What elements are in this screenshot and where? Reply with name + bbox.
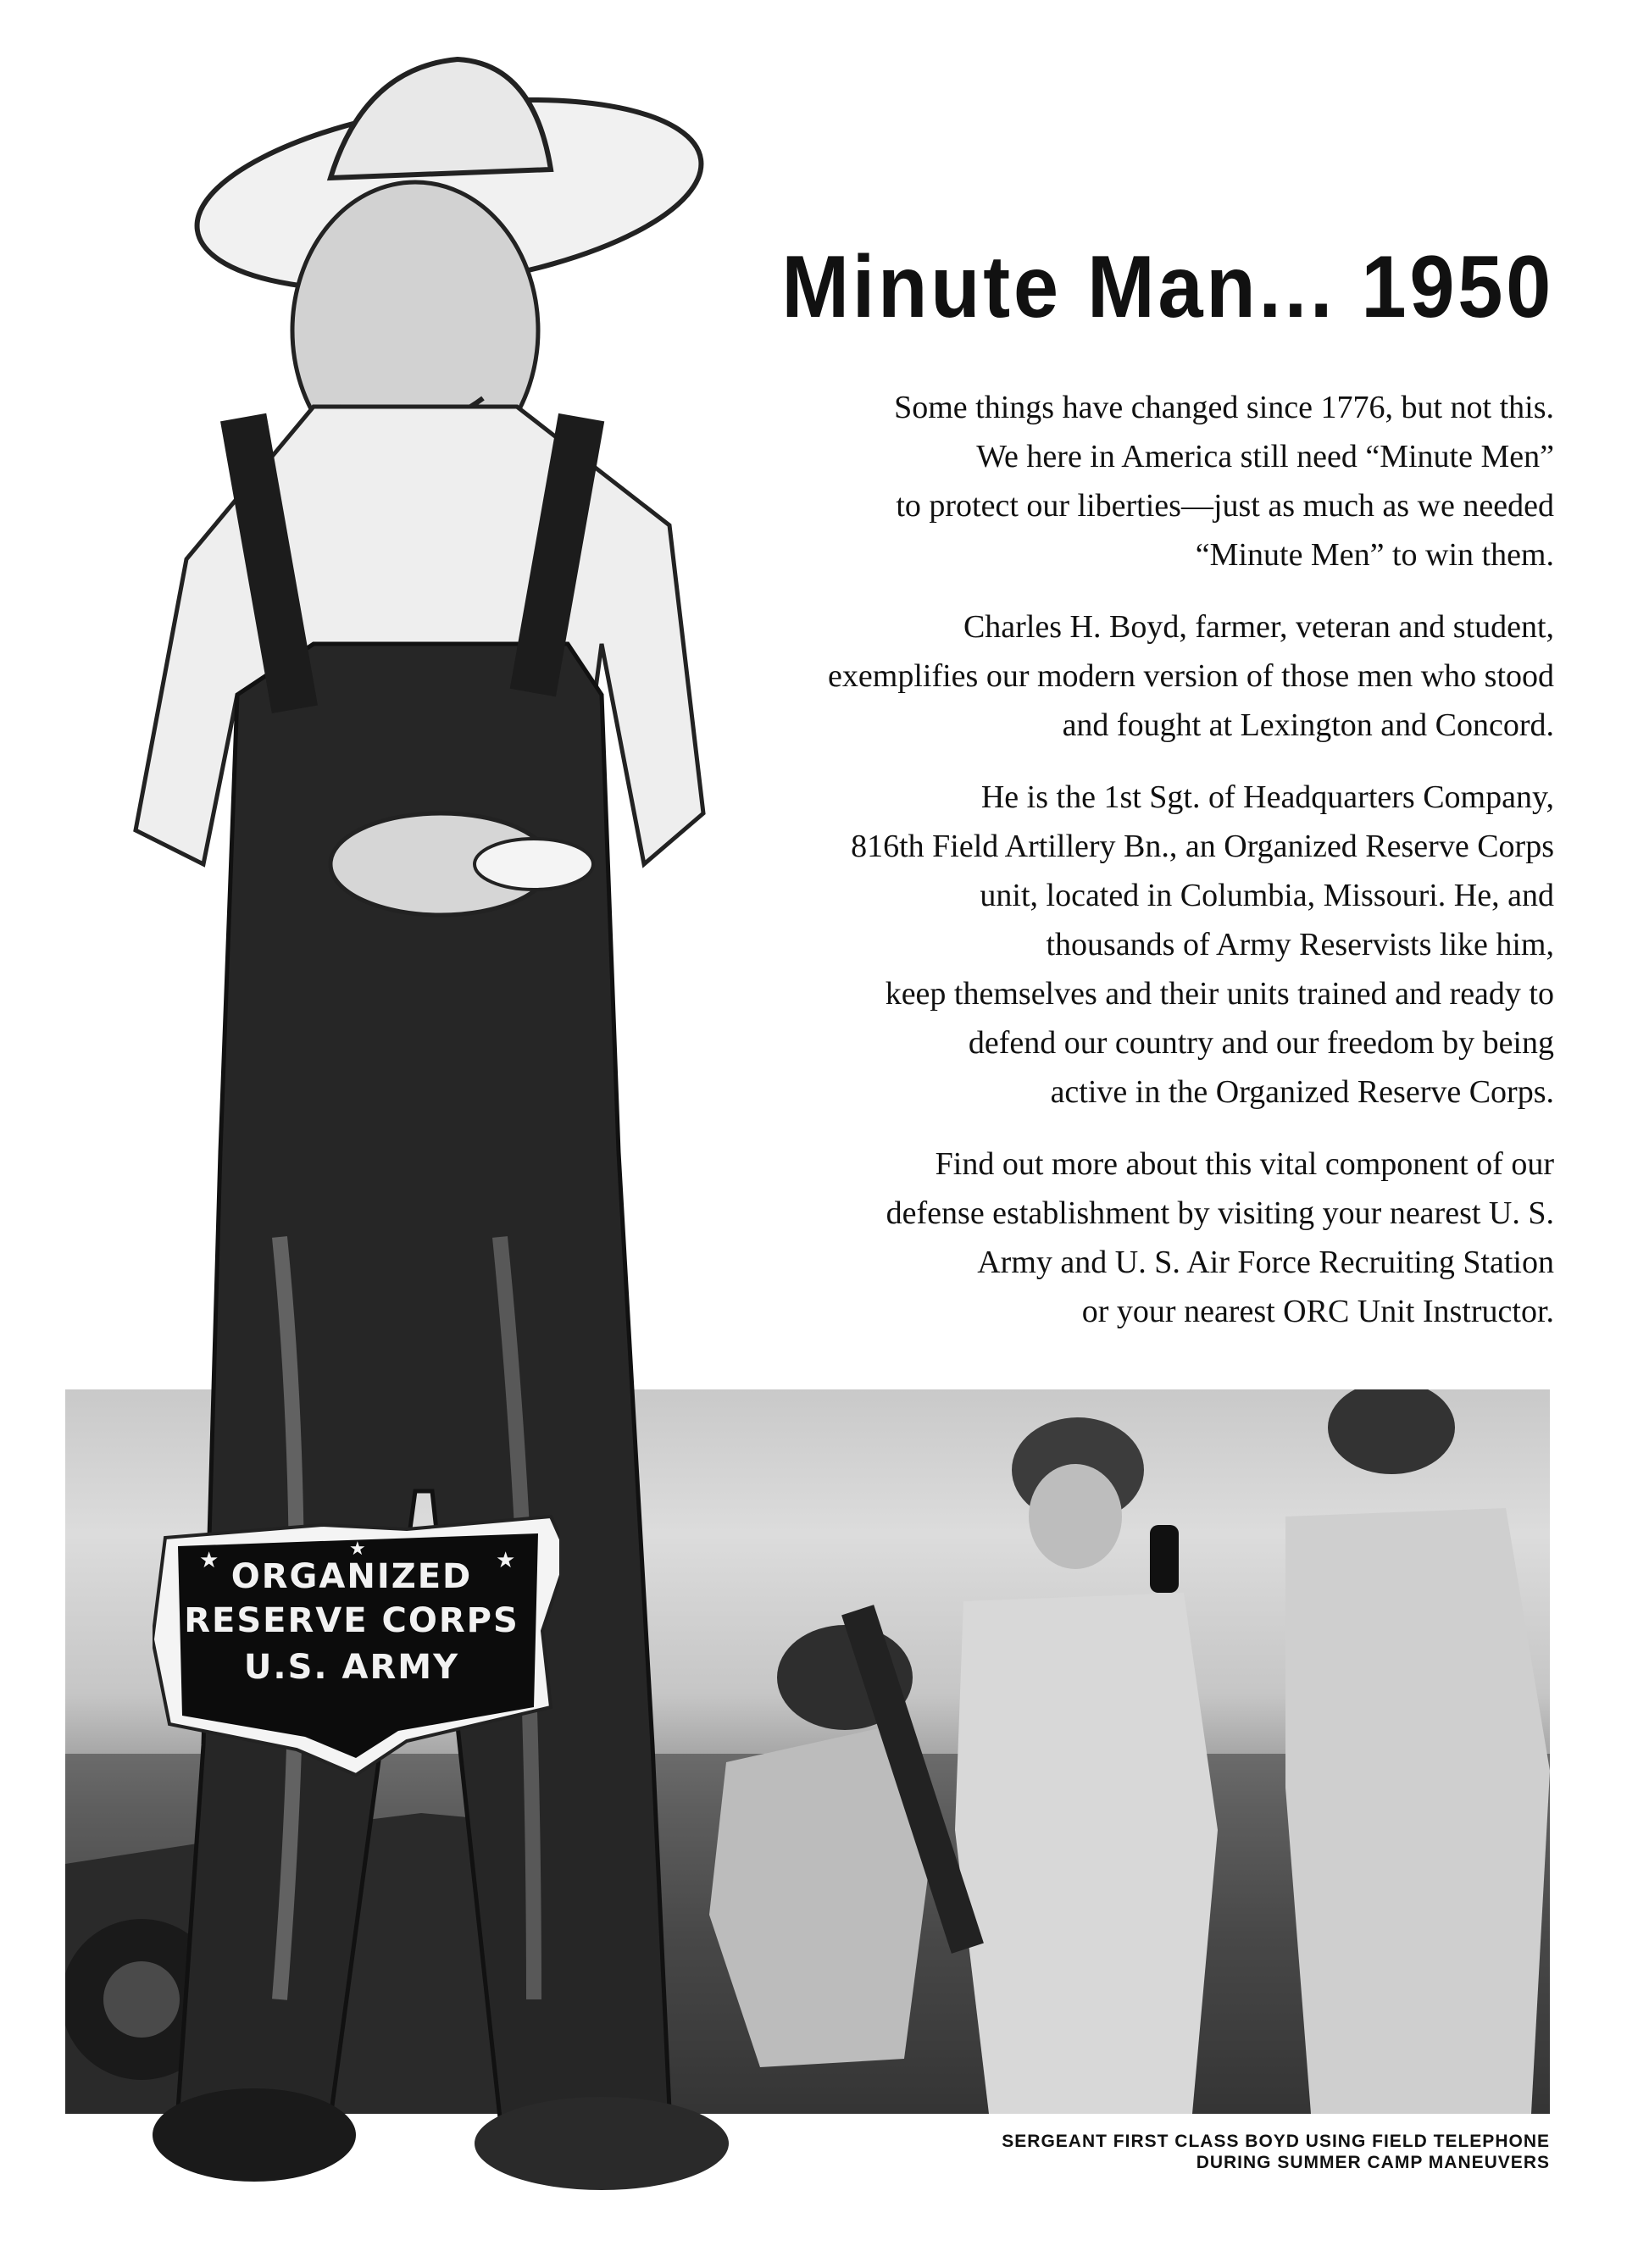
emblem-line3: U.S. ARMY [243, 1648, 460, 1687]
body-paragraph-1: Some things have changed since 1776, but not this. We here in America still need “Minute Men” to protect our liberties—just as much as we needed “Minute Men” to win them. [894, 390, 1554, 573]
headline: Minute Man... 1950 [781, 238, 1554, 336]
orc-emblem [153, 1504, 559, 1792]
star-icon: ★ [496, 1548, 516, 1572]
soldier-with-telephone [955, 1417, 1218, 2114]
body-paragraph-3: He is the 1st Sgt. of Headquarters Company, 816th Field Artillery Bn., an Organized Reserve Corps unit, located in Columbia, Missouri. He, and thousands of Army Reservists like him, keep themselves and their units trained and ready to defend our country and our freedom by being active in the Organized Reserve Corps. [851, 779, 1554, 1110]
soldier-back-turned [1285, 1389, 1550, 2114]
emblem-line1: ORGANIZED [230, 1557, 473, 1596]
star-icon: ★ [349, 1538, 366, 1559]
star-icon: ★ [199, 1548, 219, 1572]
body-copy [741, 383, 1554, 1359]
photo-caption: SERGEANT FIRST CLASS BOYD USING FIELD TELEPHONE DURING SUMMER CAMP MANEUVERS [1002, 2132, 1550, 2172]
body-paragraph-2: Charles H. Boyd, farmer, veteran and student, exemplifies our modern version of those men who stood and fought at Lexington and Concord. [828, 609, 1554, 743]
emblem-line2: RESERVE CORPS [184, 1601, 519, 1640]
emblem-text [153, 1555, 551, 1692]
body-paragraph-4: Find out more about this vital component of our defense establishment by visiting your nearest U. S. Army and U. S. Air Force Recruiting Station or your nearest ORC Unit Instructor. [886, 1146, 1554, 1329]
farmer-illustration [59, 51, 754, 2220]
